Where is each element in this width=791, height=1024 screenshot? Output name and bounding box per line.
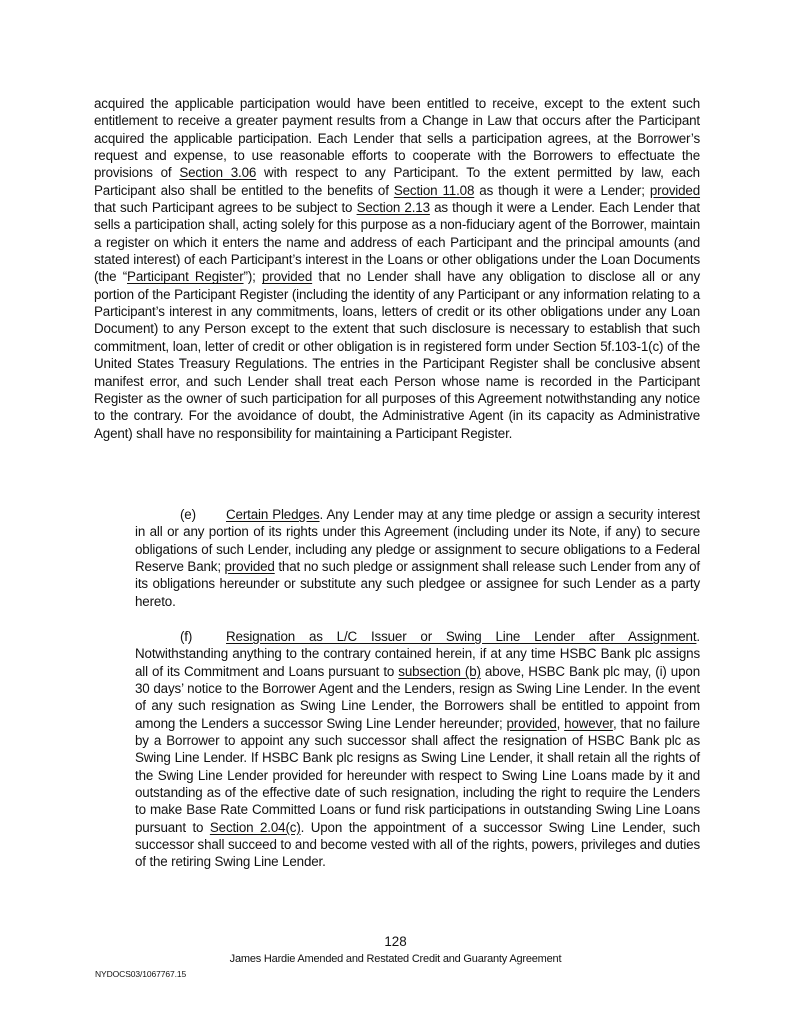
text-run: with respect to any Participant. To the extent permitted by law, each Participant also shall be entitled to the benefits of: [94, 165, 700, 198]
defined-term: Participant Register: [127, 269, 244, 285]
provided-term: provided: [506, 715, 557, 731]
page-number: 128: [384, 934, 407, 949]
text-run: . Any Lender may at any time pledge or assign a security interest in all or any portion of its rights under this Agreement (including under its Note, if any) to secure obligations of such Lender, including any pledge or assignment to secure obligations to a Federal Reserve Bank;: [135, 507, 700, 575]
text-run: . Upon the appointment of a successor Swing Line Lender, such successor shall succeed to and become vested with all of the rights, powers, privileges and duties of the retiring Swing Line Lender.: [135, 819, 701, 870]
text-run: as though it were a Lender. Each Lender that sells a participation shall, acting solely for this purpose as a non-fiduciary agent of the Borrower, maintain a register on which it enters the name and address of each Participant and the principal amounts (and stated interest) of each Participant’s interest in the Loans or other obligations under the Loan Documents (the “: [94, 200, 700, 285]
text-run: acquired the applicable participation would have been entitled to receive, except to the extent such entitlement to receive a greater payment results from a Change in Law that occurs after the Participant acquired the applicable participation. Each Lender that sells a participation agrees, at the Borrower’s request and expense, to use reasonable efforts to cooperate with the Borrowers to effectuate the provisions of: [94, 96, 700, 181]
paragraph-certain-pledges: [135, 506, 700, 610]
text-run: that no such pledge or assignment shall release such Lender from any of its obligations hereunder or substitute any such pledgee or assignee for such Lender as a party hereto.: [135, 559, 700, 609]
section-reference: Section 2.13: [356, 200, 430, 216]
text-run: , that no failure by a Borrower to appoint any such successor shall affect the resignation of HSBC Bank plc as Swing Line Lender. If HSBC Bank plc resigns as Swing Line Lender, it shall retain all the rights of the Swing Line Lender provided for hereunder with respect to Swing Line Loans made by it and outstanding as of the effective date of such resignation, including the right to require the Lenders to make Base Rate Committed Loans or fund risk participations in outstanding Swing Line Loans pursuant to: [135, 715, 700, 835]
clause-heading: Resignation as L/C Issuer or Swing Line Lender after Assignment: [226, 629, 697, 644]
paragraph-participations: [94, 95, 700, 442]
clause-heading: Certain Pledges: [226, 507, 320, 522]
text-run: that such Participant agrees to be subject to: [94, 200, 357, 216]
text-run: as though it were a Lender;: [474, 182, 650, 198]
provided-term: provided: [649, 182, 701, 198]
text-run: . Notwithstanding anything to the contrary contained herein, if at any time HSBC Bank plc assigns all of its Commitment and Loans pursuant to: [135, 629, 700, 679]
provided-term: provided: [261, 269, 313, 285]
provided-term: provided: [224, 559, 275, 575]
section-reference: Section 3.06: [179, 165, 257, 181]
however-term: however: [564, 715, 613, 731]
clause-number: (f): [180, 629, 193, 644]
paragraph-resignation: [135, 628, 700, 871]
clause-number: (e): [180, 507, 196, 522]
section-reference: Section 2.04(c): [209, 819, 301, 835]
document-id: NYDOCS03/1067767.15: [95, 969, 187, 979]
text-run: ”);: [243, 269, 262, 285]
text-run: above, HSBC Bank plc may, (i) upon 30 days’ notice to the Borrower Agent and the Lenders, resign as Swing Line Lender. In the event of any such resignation as Swing Line Lender, the Borrowers shall be entitled to appoint from among the Lenders a successor Swing Line Lender hereunder;: [135, 663, 700, 731]
text-run: ,: [556, 715, 565, 731]
section-reference: subsection (b): [398, 663, 481, 679]
footer-title: James Hardie Amended and Restated Credit and Guaranty Agreement: [229, 953, 562, 965]
text-run: that no Lender shall have any obligation to disclose all or any portion of the Participant Register (including the identity of any Participant or any information relating to a Participant’s interest in any commitments, loans, letters of credit or its other obligations under any Loan Document) to any Person except to the extent that such disclosure is necessary to establish that such commitment, loan, letter of credit or other obligation is in registered form under Section 5f.103-1(c) of the United States Treasury Regulations. The entries in the Participant Register shall be conclusive absent manifest error, and such Lender shall treat each Person whose name is recorded in the Participant Register as the owner of such participation for all purposes of this Agreement notwithstanding any notice to the contrary. For the avoidance of doubt, the Administrative Agent (in its capacity as Administrative Agent) shall have no responsibility for maintaining a Participant Register.: [94, 269, 700, 441]
section-reference: Section 11.08: [393, 182, 475, 198]
